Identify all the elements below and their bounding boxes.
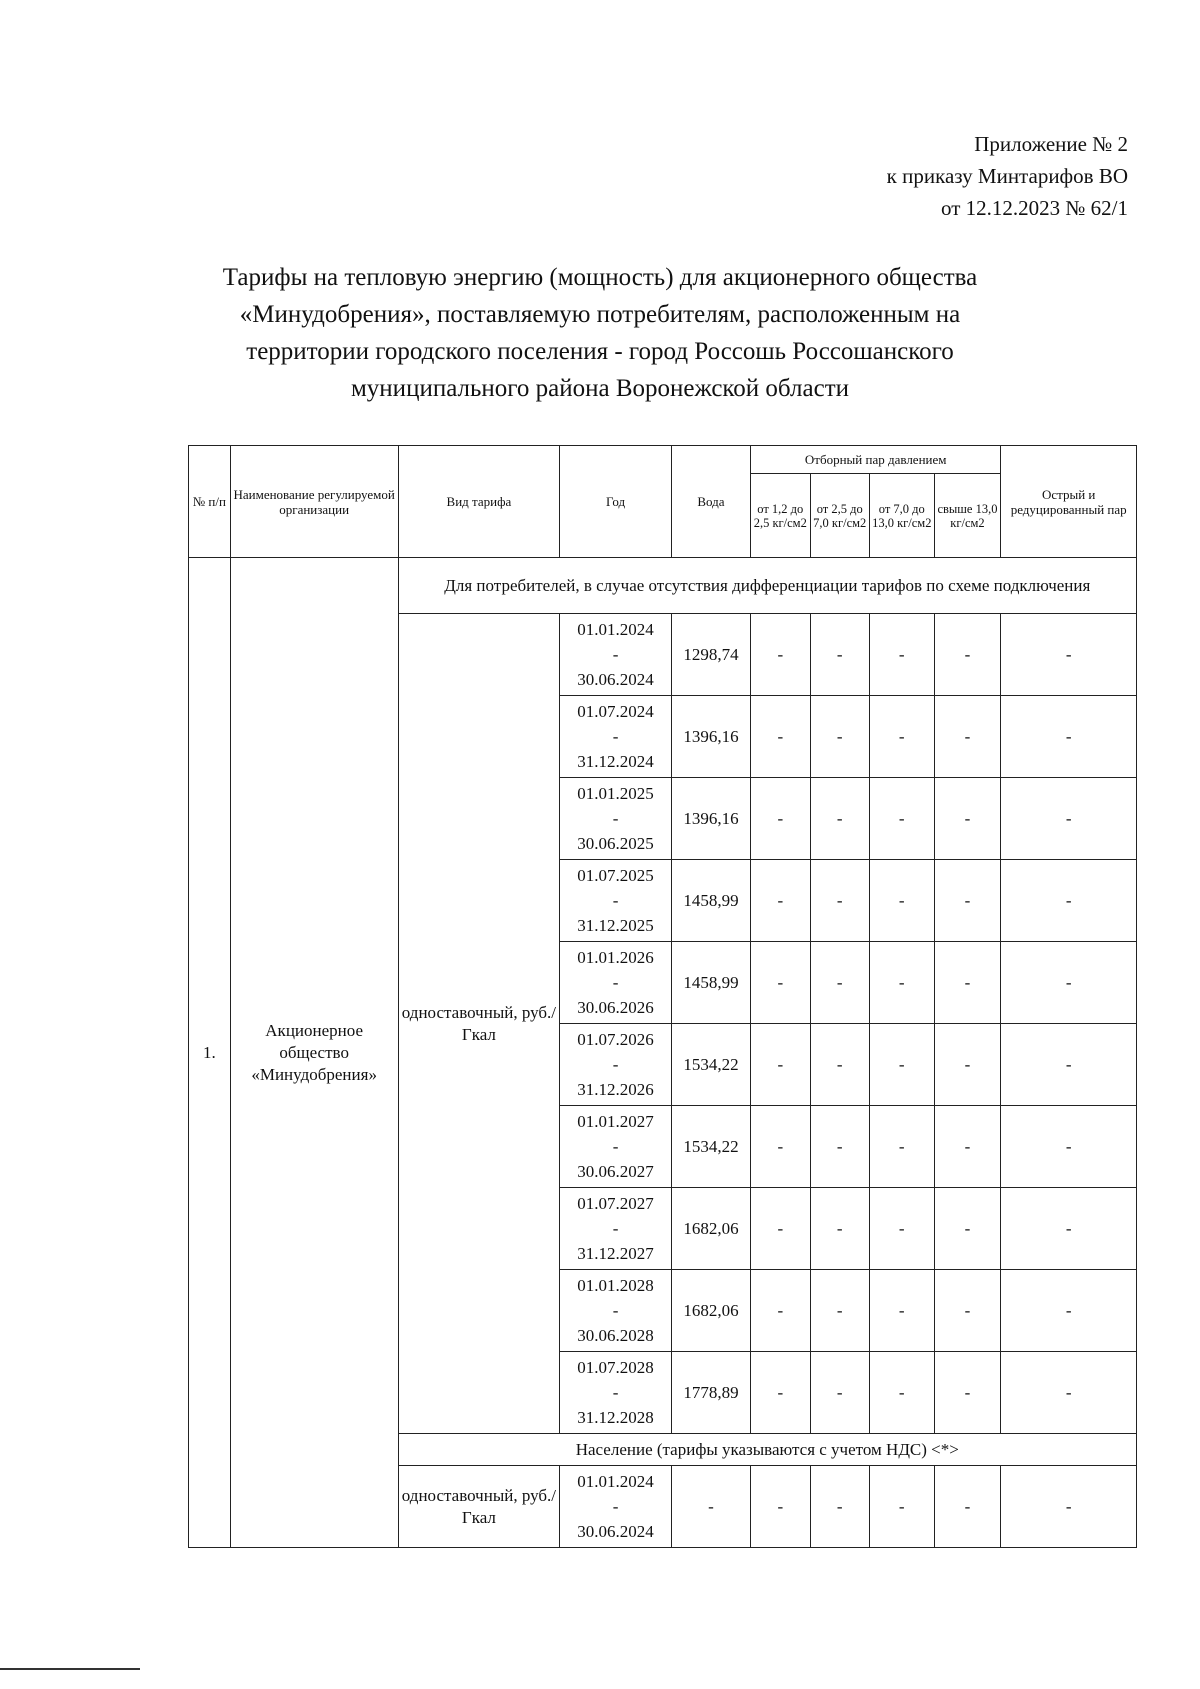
steam-2-tariff: - (810, 942, 869, 1024)
title-line-3: территории городского поселения - город Россошь Россошанского (246, 338, 954, 365)
sharp-steam-tariff: - (1001, 1024, 1137, 1106)
col-header-num: № п/п (189, 446, 231, 558)
steam-1-tariff: - (751, 1188, 810, 1270)
period-from: 01.01.2024 (577, 1472, 654, 1491)
col-header-water: Вода (671, 446, 750, 558)
period-dash: - (612, 1383, 619, 1402)
section-consumers: Для потребителей, в случае отсутствия дифференциации тарифов по схеме подключения (398, 558, 1136, 614)
steam-4-tariff: - (934, 614, 1001, 696)
period-dash: - (612, 1055, 619, 1074)
sharp-steam-tariff: - (1001, 1106, 1137, 1188)
steam-4-tariff: - (934, 1188, 1001, 1270)
appendix-number: Приложение № 2 (974, 132, 1128, 156)
steam-1-tariff: - (751, 696, 810, 778)
steam-3-tariff: - (869, 860, 934, 942)
period-cell (560, 1466, 672, 1548)
period-from: 01.01.2028 (577, 1276, 654, 1295)
period-to: 30.06.2024 (577, 670, 654, 689)
period-to: 30.06.2024 (577, 1522, 654, 1541)
steam-2-tariff: - (810, 696, 869, 778)
steam-1-tariff: - (751, 1270, 810, 1352)
tariffs-table (188, 445, 1137, 1548)
steam-3-tariff: - (869, 1106, 934, 1188)
period-from: 01.07.2024 (577, 702, 654, 721)
steam-1-tariff: - (751, 860, 810, 942)
col-header-tariff-type: Вид тарифа (398, 446, 560, 558)
water-tariff: - (671, 1466, 750, 1548)
section-row-consumers (189, 558, 1137, 614)
period-from: 01.07.2028 (577, 1358, 654, 1377)
tariff-type: одноставочный, руб./Гкал (398, 1466, 560, 1548)
period-dash: - (612, 891, 619, 910)
period-from: 01.01.2024 (577, 620, 654, 639)
period-dash: - (612, 1219, 619, 1238)
sharp-steam-tariff: - (1001, 696, 1137, 778)
sharp-steam-tariff: - (1001, 1188, 1137, 1270)
col-header-steam-3: от 7,0 до 13,0 кг/см2 (869, 474, 934, 558)
period-to: 30.06.2028 (577, 1326, 654, 1345)
col-header-steam-4: свыше 13,0 кг/см2 (934, 474, 1001, 558)
period-dash: - (612, 1137, 619, 1156)
period-cell (560, 1106, 672, 1188)
steam-4-tariff: - (934, 1466, 1001, 1548)
steam-4-tariff: - (934, 1352, 1001, 1434)
water-tariff: 1682,06 (671, 1270, 750, 1352)
steam-1-tariff: - (751, 614, 810, 696)
water-tariff: 1534,22 (671, 1106, 750, 1188)
steam-4-tariff: - (934, 1106, 1001, 1188)
steam-3-tariff: - (869, 778, 934, 860)
period-dash: - (612, 973, 619, 992)
period-to: 31.12.2027 (577, 1244, 654, 1263)
period-from: 01.01.2027 (577, 1112, 654, 1131)
col-header-sharp-steam: Острый и редуцированный пар (1001, 446, 1137, 558)
steam-4-tariff: - (934, 860, 1001, 942)
steam-3-tariff: - (869, 614, 934, 696)
col-header-org: Наименование регулируемой организации (230, 446, 398, 558)
water-tariff: 1458,99 (671, 942, 750, 1024)
steam-4-tariff: - (934, 1270, 1001, 1352)
period-cell (560, 1024, 672, 1106)
period-to: 31.12.2024 (577, 752, 654, 771)
steam-1-tariff: - (751, 778, 810, 860)
steam-4-tariff: - (934, 1024, 1001, 1106)
title-line-4: муниципального района Воронежской области (350, 375, 849, 402)
title-line-1: Тарифы на тепловую энергию (мощность) для акционерного общества (222, 264, 978, 291)
period-cell (560, 778, 672, 860)
col-header-steam-2: от 2,5 до 7,0 кг/см2 (810, 474, 869, 558)
sharp-steam-tariff: - (1001, 1352, 1137, 1434)
steam-3-tariff: - (869, 1024, 934, 1106)
footnote-divider (0, 1668, 140, 1670)
steam-2-tariff: - (810, 1024, 869, 1106)
period-to: 30.06.2026 (577, 998, 654, 1017)
steam-2-tariff: - (810, 860, 869, 942)
water-tariff: 1458,99 (671, 860, 750, 942)
period-dash: - (612, 809, 619, 828)
steam-2-tariff: - (810, 1106, 869, 1188)
period-cell (560, 1352, 672, 1434)
sharp-steam-tariff: - (1001, 942, 1137, 1024)
steam-3-tariff: - (869, 1352, 934, 1434)
steam-1-tariff: - (751, 1352, 810, 1434)
water-tariff: 1396,16 (671, 696, 750, 778)
period-dash: - (612, 1301, 619, 1320)
water-tariff: 1778,89 (671, 1352, 750, 1434)
steam-3-tariff: - (869, 942, 934, 1024)
period-dash: - (612, 645, 619, 664)
col-header-steam-1: от 1,2 до 2,5 кг/см2 (751, 474, 810, 558)
steam-2-tariff: - (810, 1270, 869, 1352)
water-tariff: 1298,74 (671, 614, 750, 696)
period-to: 30.06.2025 (577, 834, 654, 853)
period-to: 31.12.2028 (577, 1408, 654, 1427)
section-population: Население (тарифы указываются с учетом НДС) <*> (398, 1434, 1136, 1466)
steam-2-tariff: - (810, 1352, 869, 1434)
period-to: 31.12.2025 (577, 916, 654, 935)
steam-4-tariff: - (934, 778, 1001, 860)
steam-2-tariff: - (810, 614, 869, 696)
tariff-type: одноставочный, руб./Гкал (398, 614, 560, 1434)
sharp-steam-tariff: - (1001, 1270, 1137, 1352)
steam-1-tariff: - (751, 1106, 810, 1188)
col-header-year: Год (560, 446, 672, 558)
period-cell (560, 1188, 672, 1270)
steam-3-tariff: - (869, 1188, 934, 1270)
period-from: 01.07.2025 (577, 866, 654, 885)
steam-3-tariff: - (869, 1270, 934, 1352)
title-line-2: «Минудобрения», поставляемую потребителям, расположенным на (239, 301, 961, 328)
sharp-steam-tariff: - (1001, 778, 1137, 860)
steam-4-tariff: - (934, 696, 1001, 778)
steam-2-tariff: - (810, 1188, 869, 1270)
sharp-steam-tariff: - (1001, 1466, 1137, 1548)
period-from: 01.01.2026 (577, 948, 654, 967)
water-tariff: 1534,22 (671, 1024, 750, 1106)
period-from: 01.01.2025 (577, 784, 654, 803)
organization-name: Акционерное общество «Минудобрения» (230, 558, 398, 1548)
sharp-steam-tariff: - (1001, 614, 1137, 696)
steam-3-tariff: - (869, 1466, 934, 1548)
col-header-steam-group: Отборный пар давлением (751, 446, 1001, 474)
period-cell (560, 614, 672, 696)
steam-1-tariff: - (751, 1024, 810, 1106)
period-from: 01.07.2026 (577, 1030, 654, 1049)
steam-1-tariff: - (751, 1466, 810, 1548)
period-to: 30.06.2027 (577, 1162, 654, 1181)
period-dash: - (612, 727, 619, 746)
document-title (160, 259, 1040, 407)
steam-3-tariff: - (869, 696, 934, 778)
period-cell (560, 860, 672, 942)
period-dash: - (612, 1497, 619, 1516)
appendix-reference (887, 128, 1128, 224)
header-row-1 (189, 446, 1137, 474)
steam-2-tariff: - (810, 778, 869, 860)
period-cell (560, 696, 672, 778)
period-cell (560, 1270, 672, 1352)
row-number: 1. (189, 558, 231, 1548)
period-cell (560, 942, 672, 1024)
appendix-date: от 12.12.2023 № 62/1 (940, 196, 1128, 220)
sharp-steam-tariff: - (1001, 860, 1137, 942)
steam-1-tariff: - (751, 942, 810, 1024)
period-from: 01.07.2027 (577, 1194, 654, 1213)
period-to: 31.12.2026 (577, 1080, 654, 1099)
water-tariff: 1396,16 (671, 778, 750, 860)
steam-4-tariff: - (934, 942, 1001, 1024)
water-tariff: 1682,06 (671, 1188, 750, 1270)
steam-2-tariff: - (810, 1466, 869, 1548)
appendix-order: к приказу Минтарифов ВО (886, 164, 1128, 188)
